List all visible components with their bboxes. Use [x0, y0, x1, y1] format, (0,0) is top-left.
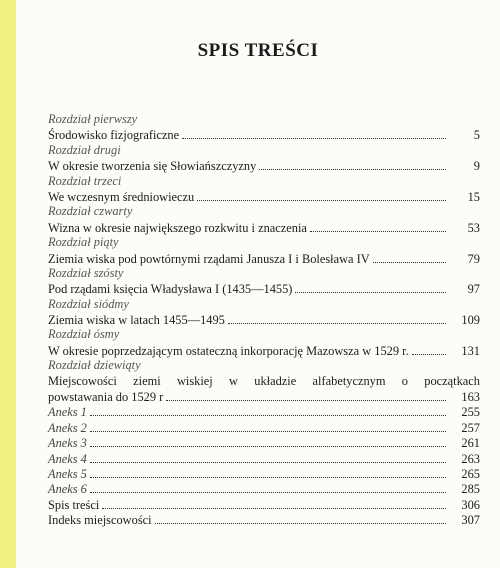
back-matter-list	[48, 497, 480, 528]
annex-entry[interactable]	[48, 435, 480, 450]
chapter-9	[48, 358, 480, 404]
chapter-label: Rozdział pierwszy	[48, 112, 138, 126]
entry-title: Indeks miejscowości	[48, 513, 152, 528]
chapter-entry[interactable]	[48, 158, 480, 173]
entry-title: Środowisko fizjograficzne	[48, 128, 180, 143]
page-number: 9	[473, 159, 480, 174]
chapter-label: Rozdział piąty	[48, 235, 119, 250]
page-number: 53	[467, 220, 480, 235]
dot-leader	[90, 404, 446, 416]
back-matter-entry[interactable]	[48, 512, 480, 527]
chapter-entry[interactable]	[48, 127, 480, 142]
annex-entry[interactable]	[48, 420, 480, 435]
entry-title-line-1: Miejscowości ziemi wiskiej w układzie alfabetycznym o początkach	[48, 373, 480, 388]
entry-title: Aneks 2	[48, 420, 87, 435]
entry-title: Wizna w okresie największego rozkwitu i znaczenia	[48, 220, 307, 235]
dot-leader	[166, 389, 446, 401]
entry-title: We wczesnym średniowieczu	[48, 189, 195, 204]
chapter-label: Rozdział ósmy	[48, 327, 120, 342]
annex-list	[48, 404, 480, 496]
chapter-8	[48, 327, 480, 358]
back-matter-entry[interactable]	[48, 497, 480, 512]
annex-entry[interactable]	[48, 451, 480, 466]
entry-title-line-2: powstawania do 1529 r	[48, 390, 164, 405]
chapter-7	[48, 297, 480, 328]
entry-title: Aneks 4	[48, 451, 87, 466]
chapter-4	[48, 204, 480, 235]
dot-leader	[90, 481, 446, 493]
page-number: 307	[461, 513, 480, 528]
dot-leader	[228, 312, 446, 324]
dot-leader	[182, 127, 446, 139]
page-number: 163	[461, 390, 480, 405]
chapter-entry[interactable]	[48, 374, 480, 405]
page-number: 255	[461, 405, 480, 420]
page-number: 306	[461, 497, 480, 512]
chapter-list	[48, 112, 480, 358]
chapter-label: Rozdział siódmy	[48, 296, 129, 311]
dot-leader	[310, 220, 446, 232]
dot-leader	[155, 512, 446, 524]
entry-title: Aneks 6	[48, 482, 87, 497]
page-number: 15	[467, 189, 480, 204]
chapter-label: Rozdział czwarty	[48, 204, 133, 219]
chapter-label: Rozdział drugi	[48, 142, 121, 157]
entry-title: W okresie poprzedzającym ostateczną inkorporację Mazowsza w 1529 r.	[48, 343, 409, 358]
chapter-entry[interactable]	[48, 251, 480, 266]
dot-leader	[197, 189, 446, 201]
entry-title: Aneks 3	[48, 436, 87, 451]
chapter-6	[48, 266, 480, 297]
chapter-entry[interactable]	[48, 281, 480, 296]
chapter-2	[48, 143, 480, 174]
page-number: 285	[461, 482, 480, 497]
page-number: 265	[461, 466, 480, 481]
annex-entry[interactable]	[48, 466, 480, 481]
dot-leader	[102, 497, 446, 509]
dot-leader	[90, 451, 446, 463]
page-number: 109	[461, 313, 480, 328]
page-number: 5	[473, 128, 480, 143]
entry-title: Ziemia wiska w latach 1455—1495	[48, 313, 225, 328]
chapter-entry[interactable]	[48, 189, 480, 204]
chapter-label: Rozdział dziewiąty	[48, 358, 141, 373]
dot-leader	[90, 420, 446, 432]
entry-title: Spis treści	[48, 497, 100, 512]
chapter-label: Rozdział szósty	[48, 265, 124, 280]
entry-title: W okresie tworzenia się Słowiańszczyzny	[48, 159, 257, 174]
chapter-entry[interactable]	[48, 312, 480, 327]
page-title: SPIS TREŚCI	[197, 40, 319, 61]
entry-line-2	[48, 389, 480, 404]
entry-title: Aneks 1	[48, 405, 87, 420]
entry-title: Aneks 5	[48, 466, 87, 481]
chapter-entry[interactable]	[48, 220, 480, 235]
page-number: 79	[467, 251, 480, 266]
table-of-contents	[48, 112, 480, 528]
dot-leader	[373, 251, 446, 263]
book-page	[16, 0, 500, 568]
chapter-3	[48, 174, 480, 205]
dot-leader	[259, 158, 446, 170]
chapter-5	[48, 235, 480, 266]
annex-entry[interactable]	[48, 404, 480, 419]
dot-leader	[90, 466, 446, 478]
dot-leader	[412, 343, 446, 355]
chapter-1	[48, 112, 480, 143]
dot-leader	[90, 435, 446, 447]
chapter-entry[interactable]	[48, 343, 480, 358]
page-number: 263	[461, 451, 480, 466]
entry-title: Pod rządami księcia Władysława I (1435—1455)	[48, 282, 293, 297]
page-number: 97	[467, 282, 480, 297]
chapter-label: Rozdział trzeci	[48, 173, 122, 188]
dot-leader	[295, 281, 446, 293]
page-number: 257	[461, 420, 480, 435]
page-number: 261	[461, 436, 480, 451]
annex-entry[interactable]	[48, 481, 480, 496]
page-number: 131	[461, 343, 480, 358]
entry-title: Ziemia wiska pod powtórnymi rządami Janusza I i Bolesława IV	[48, 251, 370, 266]
